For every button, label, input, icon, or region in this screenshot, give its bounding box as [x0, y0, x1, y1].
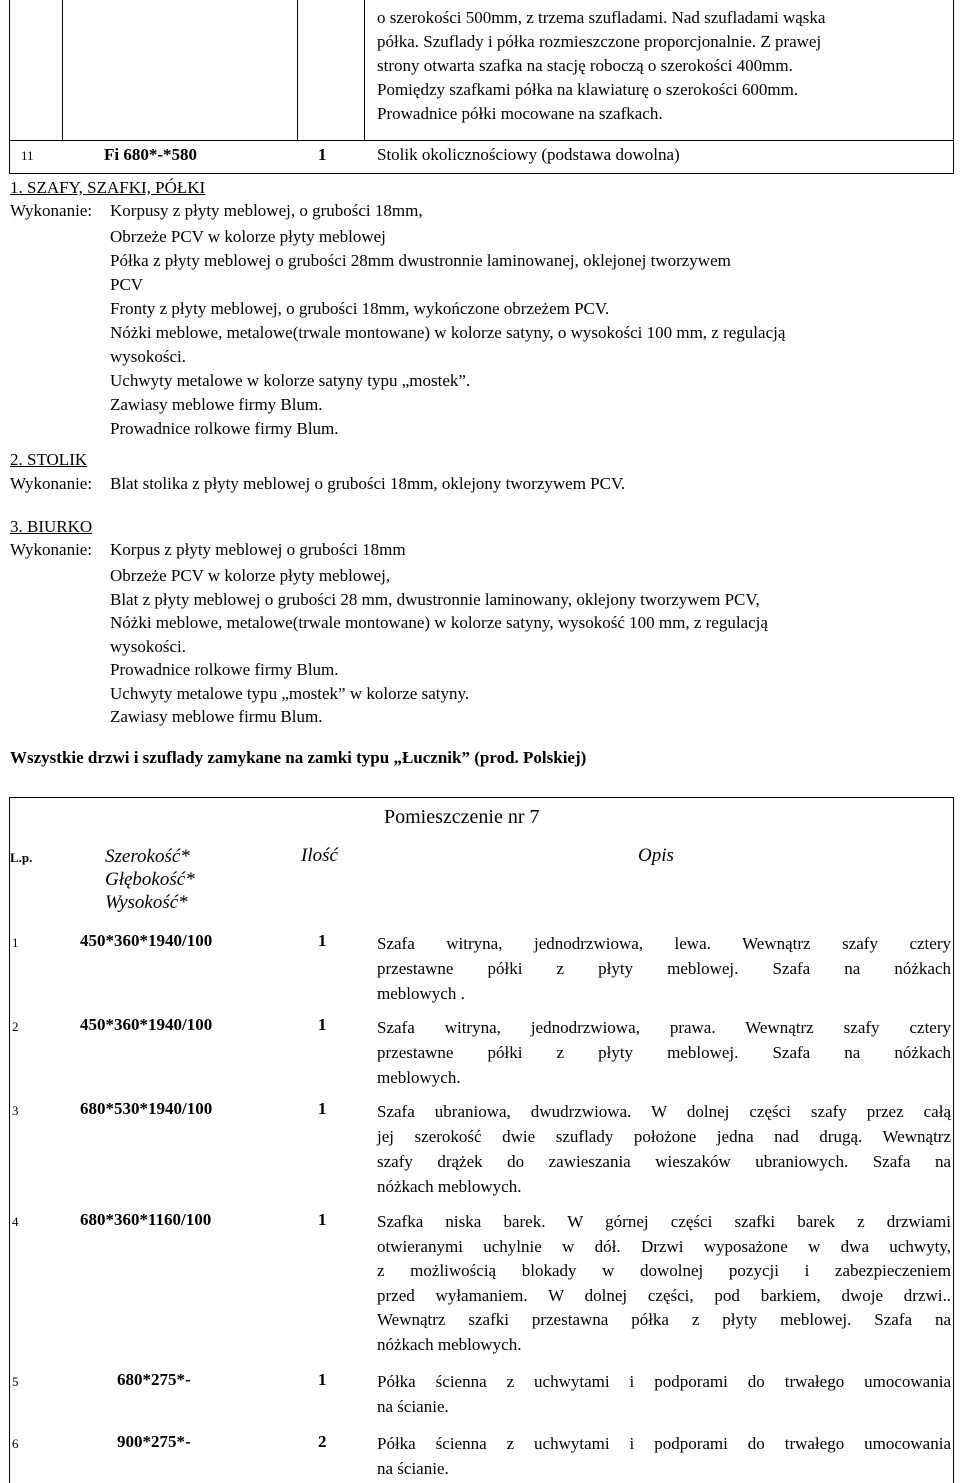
spec-lines-szafy — [110, 225, 785, 441]
spec-line: Uchwyty metalowe w kolorze satyny typu „mostek”. — [110, 371, 471, 390]
col-header-width: Szerokość* — [105, 846, 190, 867]
spec-line: Nóżki meblowe, metalowe(trwale montowane) w kolorze satyny, o wysokości 100 mm, z regulacją — [110, 323, 786, 342]
top-table-divider-qty — [364, 0, 365, 140]
section-heading-szafy: 1. SZAFY, SZAFKI, PÓŁKI — [10, 178, 206, 197]
row-desc — [377, 1015, 951, 1090]
row-dims: Fi 680*-*580 — [104, 145, 198, 164]
col-header-height: Wysokość* — [105, 892, 188, 913]
spec-line: Blat z płyty meblowej o grubości 28 mm, dwustronnie laminowany, oklejony tworzywem PCV, — [110, 589, 760, 609]
desc-line: Prowadnice półki mocowane na szafkach. — [377, 104, 663, 123]
col-header-qty: Ilość — [301, 845, 338, 866]
top-table-divider-lp — [62, 0, 63, 140]
desc-line: nóżkach meblowych. — [377, 1334, 522, 1354]
section-heading-stolik: 2. STOLIK — [10, 450, 88, 469]
spec-line: Uchwyty metalowe typu „mostek” w kolorze satyny. — [110, 683, 470, 703]
row-desc — [377, 1099, 951, 1199]
row-desc — [377, 1432, 951, 1481]
desc-line: półka. Szuflady i półka rozmieszczone proporcjonalnie. Z prawej — [377, 32, 822, 51]
spec-line: wysokości. — [110, 636, 187, 656]
section-heading-biurko: 3. BIURKO — [10, 517, 93, 536]
row-desc — [377, 931, 951, 1006]
row-lp: 4 — [12, 1214, 19, 1229]
row-lp: 3 — [12, 1103, 19, 1118]
table-border-right — [953, 797, 954, 1483]
desc-line: Szafa witryna, jednodrzwiowa, prawa. Wewnątrz szafy cztery — [377, 1018, 951, 1037]
spec-line: Blat stolika z płyty meblowej o grubości 18mm, oklejony tworzywem PCV. — [110, 474, 626, 493]
room-title: Pomieszczenie nr 7 — [384, 806, 540, 828]
row-lp: 1 — [12, 935, 19, 950]
desc-line: na ścianie. — [377, 1396, 449, 1416]
desc-line: strony otwarta szafka na stację roboczą o szerokości 400mm. — [377, 56, 793, 75]
desc-line: Szafka niska barek. W górnej części szafki barek z drzwiami — [377, 1212, 951, 1231]
row-desc — [377, 1210, 951, 1357]
spec-line: Prowadnice rolkowe firmy Blum. — [110, 419, 339, 438]
row-qty: 1 — [318, 931, 327, 950]
desc-line: przestawne półki z płyty meblowej. Szafa na nóżkach — [377, 959, 951, 978]
spec-line: Obrzeże PCV w kolorze płyty meblowej, — [110, 566, 391, 585]
top-table-border-right — [953, 0, 954, 174]
row-dims: 450*360*1940/100 — [80, 931, 213, 950]
top-table-row-rule — [9, 140, 954, 141]
col-header-depth: Głębokość* — [105, 869, 195, 890]
col-header-desc: Opis — [638, 845, 674, 866]
top-table-bottom-rule — [9, 173, 954, 174]
desc-line: meblowych. — [377, 1068, 461, 1087]
desc-line: nóżkach meblowych. — [377, 1177, 522, 1196]
row-dims: 450*360*1940/100 — [80, 1015, 213, 1034]
row-desc: Stolik okolicznościowy (podstawa dowolna) — [377, 145, 680, 164]
desc-line: Pomiędzy szafkami półka na klawiaturę o szerokości 600mm. — [377, 80, 799, 99]
row-qty: 1 — [318, 145, 327, 164]
row-qty: 1 — [318, 1210, 327, 1229]
row-qty: 2 — [318, 1432, 327, 1451]
spec-line: wysokości. — [110, 347, 187, 366]
desc-line: jej szerokość dwie szuflady położone jedna nad drugą. Wewnątrz — [377, 1127, 951, 1146]
wykonanie-label: Wykonanie: — [10, 474, 93, 493]
desc-line: Półka ścienna z uchwytami i podporami do trwałego umocowania — [377, 1434, 951, 1453]
row-qty: 1 — [318, 1099, 327, 1118]
spec-line: Zawiasy meblowe firmy Blum. — [110, 395, 323, 414]
row-dims: 680*275*- — [117, 1370, 191, 1389]
prev-row-description — [377, 6, 825, 126]
row-lp: 11 — [21, 148, 34, 163]
wykonanie-label: Wykonanie: — [10, 540, 93, 559]
desc-line: Szafa ubraniowa, dwudrzwiowa. W dolnej części szafy przez całą — [377, 1102, 951, 1121]
desc-line: o szerokości 500mm, z trzema szufladami. Nad szufladami wąska — [377, 8, 826, 27]
spec-line: Zawiasy meblowe firmu Blum. — [110, 707, 323, 726]
row-lp: 6 — [12, 1436, 19, 1451]
desc-line: meblowych . — [377, 984, 465, 1003]
spec-line: Korpusy z płyty meblowej, o grubości 18mm, — [110, 201, 423, 220]
col-header-lp: L.p. — [10, 850, 33, 865]
spec-line: Obrzeże PCV w kolorze płyty meblowej — [110, 227, 386, 246]
desc-line: otwieranymi uchylnie w dół. Drzwi wyposażone w dwa uchwyty, — [377, 1236, 951, 1256]
spec-lines-biurko — [110, 564, 768, 729]
table-border-left — [9, 797, 10, 1483]
top-table-divider-dims — [297, 0, 298, 140]
locks-note: Wszystkie drzwi i szuflady zamykane na zamki typu „Łucznik” (prod. Polskiej) — [10, 748, 587, 767]
desc-line: Wewnątrz szafki przestawna półka z płyty meblowej. Szafa na — [377, 1310, 951, 1329]
row-qty: 1 — [318, 1015, 327, 1034]
desc-line: Półka ścienna z uchwytami i podporami do trwałego umocowania — [377, 1372, 951, 1391]
col-header-dims — [105, 845, 195, 914]
spec-line: Fronty z płyty meblowej, o grubości 18mm, wykończone obrzeżem PCV. — [110, 299, 610, 318]
spec-line: PCV — [110, 275, 144, 294]
desc-line: Szafa witryna, jednodrzwiowa, lewa. Wewnątrz szafy cztery — [377, 934, 951, 953]
row-dims: 680*530*1940/100 — [80, 1099, 213, 1118]
desc-line: na ścianie. — [377, 1458, 449, 1478]
row-lp: 2 — [12, 1019, 19, 1034]
spec-line: Półka z płyty meblowej o grubości 28mm dwustronnie laminowanej, oklejonej tworzywem — [110, 251, 731, 270]
table-top-rule — [9, 797, 954, 798]
spec-line: Prowadnice rolkowe firmy Blum. — [110, 660, 339, 679]
spec-line: Nóżki meblowe, metalowe(trwale montowane) w kolorze satyny, wysokość 100 mm, z regulacją — [110, 613, 768, 632]
top-table-border-left — [9, 0, 10, 174]
wykonanie-label: Wykonanie: — [10, 201, 93, 220]
row-desc — [377, 1370, 951, 1419]
row-dims: 900*275*- — [117, 1432, 191, 1451]
spec-line: Korpus z płyty meblowej o grubości 18mm — [110, 540, 406, 559]
row-dims: 680*360*1160/100 — [80, 1210, 212, 1229]
desc-line: szafy drążek do zawieszania wieszaków ubraniowych. Szafa na — [377, 1152, 951, 1171]
desc-line: z możliwością blokady w dowolnej pozycji i zabezpieczeniem — [377, 1261, 951, 1280]
row-lp: 5 — [12, 1374, 19, 1389]
row-qty: 1 — [318, 1370, 327, 1389]
desc-line: przed wyłamaniem. W dolnej części, pod barkiem, dwoje drzwi.. — [377, 1285, 951, 1305]
desc-line: przestawne półki z płyty meblowej. Szafa na nóżkach — [377, 1043, 951, 1062]
